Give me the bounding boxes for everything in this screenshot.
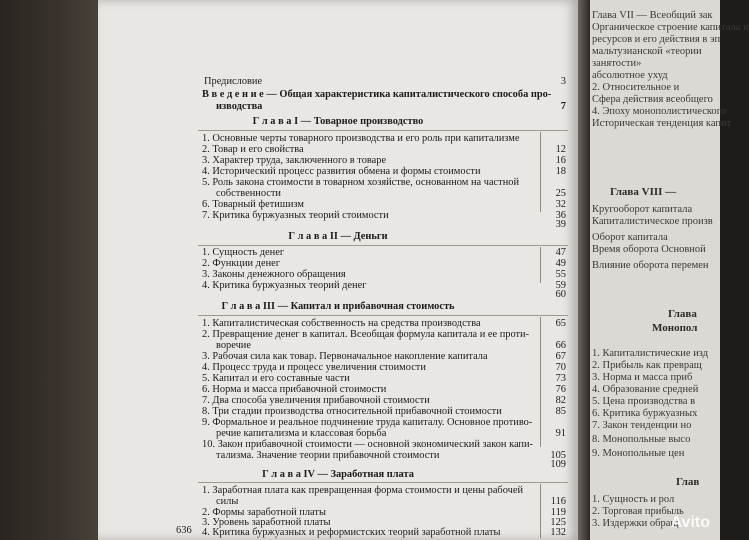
background-shadow xyxy=(0,0,100,540)
facing-line: 1. Капиталистические изд xyxy=(592,348,709,359)
toc-item-text: 7. Два способа увеличения прибавочной стоимости xyxy=(202,395,430,406)
chapter-heading: Г л а в а I — Товарное производство xyxy=(252,116,424,127)
divider xyxy=(198,482,568,483)
facing-line: мальтузианской «теории xyxy=(592,46,702,57)
facing-line: 2. Торговая прибыль xyxy=(592,506,684,517)
book-gutter xyxy=(578,0,590,540)
facing-line: Глава VII — Всеобщий зак xyxy=(592,10,713,21)
toc-item-page: 32 xyxy=(555,199,566,210)
toc-item-page: 91 xyxy=(555,428,566,439)
toc-item-page: 73 xyxy=(555,373,566,384)
toc-item-page: 125 xyxy=(550,517,566,528)
toc-item-page: 105 xyxy=(550,450,566,461)
toc-item-page: 49 xyxy=(555,258,566,269)
toc-item-text: 1. Сущность денег xyxy=(202,247,285,258)
toc-item-page: 70 xyxy=(555,362,566,373)
toc-item-text: 4. Исторический процесс развития обмена и формы стоимости xyxy=(202,166,481,177)
chapter-heading: Г л а в а IV — Заработная плата xyxy=(262,469,414,480)
toc-item-page: 18 xyxy=(555,166,566,177)
facing-line: 2. Относительное и xyxy=(592,82,680,93)
toc-item-page: 55 xyxy=(555,269,566,280)
facing-page xyxy=(590,0,749,540)
facing-line: 8. Монопольные высо xyxy=(592,434,691,445)
facing-line: 1. Сущность и рол xyxy=(592,494,675,505)
toc-item-page: 76 xyxy=(555,384,566,395)
facing-line: Оборот капитала xyxy=(592,232,668,243)
toc-item-text: 1. Капиталистическая собственность на средства производства xyxy=(202,318,481,329)
toc-item-text: 4. Критика буржуазных теорий денег xyxy=(202,280,367,291)
toc-item-text: 7. Критика буржуазных теорий стоимости xyxy=(202,210,389,221)
toc-item-page: 12 xyxy=(555,144,566,155)
toc-item-page: 132 xyxy=(550,527,566,538)
divider xyxy=(198,245,568,246)
toc-item-text: 8. Три стадии производства относительной прибавочной стоимости xyxy=(202,406,502,417)
toc-item-text: изводства xyxy=(216,101,263,112)
toc-item-text: 6. Норма и масса прибавочной стоимости xyxy=(202,384,387,395)
toc-row-introduction-cont xyxy=(98,101,578,114)
toc-item-text: воречие xyxy=(216,340,251,351)
chapter-heading: Г л а в а II — Деньги xyxy=(288,231,388,242)
facing-line: 5. Цена производства в xyxy=(592,396,696,407)
facing-line: Кругооборот капитала xyxy=(592,204,693,215)
toc-item-page: 25 xyxy=(555,188,566,199)
toc-item-page: 116 xyxy=(550,496,566,507)
toc-item-text: 5. Капитал и его составные части xyxy=(202,373,350,384)
toc-item-page: 16 xyxy=(555,155,566,166)
facing-line: Органическое строение капитала и xyxy=(592,22,749,33)
facing-line: 9. Монопольные цен xyxy=(592,448,685,459)
facing-line: абсолютное ухуд xyxy=(592,70,668,81)
toc-item-text: 10. Закон прибавочной стоимости — основной экономический закон капи- xyxy=(202,439,534,450)
toc-item-text: 4. Процесс труда и процесс увеличения стоимости xyxy=(202,362,426,373)
facing-line: Сфера действия всеобщего xyxy=(592,94,713,105)
facing-heading: Глава xyxy=(668,308,697,320)
toc-item-page: 7 xyxy=(560,101,566,112)
toc-item-page: 82 xyxy=(555,395,566,406)
toc-row xyxy=(98,527,578,540)
toc-item-text: 3. Уровень заработной платы xyxy=(202,517,331,528)
toc-item-text: 2. Функции денег xyxy=(202,258,281,269)
toc-item-text: 1. Заработная плата как превращенная форма стоимости и цены рабочей xyxy=(202,485,524,496)
toc-item-text: Предисловие xyxy=(204,76,263,87)
toc-item-text: 9. Формальное и реальное подчинение труда капиталу. Основное противо- xyxy=(202,417,533,428)
divider xyxy=(198,315,568,316)
toc-item-page: 36 xyxy=(555,210,566,221)
toc-item-text: 3. Рабочая сила как товар. Первоначальное накопление капитала xyxy=(202,351,488,362)
facing-line: Капиталистическое произв xyxy=(592,216,713,227)
facing-line: Историческая тенденция капит xyxy=(592,118,732,129)
toc-item-page: 109 xyxy=(550,459,566,470)
facing-line: 6. Критика буржуазных xyxy=(592,408,698,419)
facing-heading: Глав xyxy=(676,476,700,488)
toc-item-page: 66 xyxy=(555,340,566,351)
toc-item-text: речие капитализма и классовая борьба xyxy=(216,428,387,439)
facing-line: 2. Прибыль как превращ xyxy=(592,360,702,371)
facing-heading: Монопол xyxy=(652,322,698,334)
toc-item-text: тализма. Значение теории прибавочной стоимости xyxy=(216,450,440,461)
facing-line: 3. Норма и масса приб xyxy=(592,372,693,383)
facing-line: занятости» xyxy=(592,58,642,69)
toc-item-text: В в е д е н и е — Общая характеристика капиталистического способа про- xyxy=(202,89,552,100)
toc-item-page: 3 xyxy=(560,76,566,87)
toc-item-page: 119 xyxy=(550,507,566,518)
toc-item-text: собственности xyxy=(216,188,281,199)
toc-item-page: 47 xyxy=(555,247,566,258)
facing-heading: Глава VIII — xyxy=(610,186,677,198)
book-page xyxy=(98,0,578,540)
facing-line: Влияние оборота перемен xyxy=(592,260,709,271)
chapter-heading: Г л а в а III — Капитал и прибавочная стоимость xyxy=(221,301,455,312)
toc-item-text: 2. Формы заработной платы xyxy=(202,507,326,518)
toc-item-text: 2. Превращение денег в капитал. Всеобщая формула капитала и ее проти- xyxy=(202,329,530,340)
divider xyxy=(198,130,568,131)
toc-item-page: 65 xyxy=(555,318,566,329)
toc-item-text: 1. Основные черты товарного производства и его роль при капитализме xyxy=(202,133,520,144)
toc-item-text: 3. Законы денежного обращения xyxy=(202,269,346,280)
toc-item-text: 3. Характер труда, заключенного в товаре xyxy=(202,155,387,166)
facing-line: Время оборота Основной xyxy=(592,244,706,255)
toc-item-text: 6. Товарный фетишизм xyxy=(202,199,304,210)
facing-line: ресурсов и его действия в эп xyxy=(592,34,721,45)
toc-item-text: 5. Роль закона стоимости в товарном хозяйстве, основанном на частной xyxy=(202,177,520,188)
page-number: 636 xyxy=(176,525,192,536)
toc-item-page: 85 xyxy=(555,406,566,417)
toc-item-page: 60 xyxy=(555,289,566,300)
toc-item-page: 39 xyxy=(555,219,566,230)
table-of-contents xyxy=(98,0,578,540)
toc-item-text: силы xyxy=(216,496,239,507)
avito-watermark: Avito xyxy=(670,514,710,531)
facing-line: 4. Эпоху монополистического xyxy=(592,106,726,117)
toc-item-text: 2. Товар и его свойства xyxy=(202,144,304,155)
toc-item-page: 67 xyxy=(555,351,566,362)
toc-item-page: 59 xyxy=(555,280,566,291)
toc-item-text: 4. Критика буржуазных и реформистских теорий заработной платы xyxy=(202,527,501,538)
facing-line: 7. Закон тенденции но xyxy=(592,420,692,431)
facing-line: 3. Издержки обращ xyxy=(592,518,679,529)
toc-row-preface xyxy=(98,76,578,89)
facing-line: 4. Образование средней xyxy=(592,384,699,395)
